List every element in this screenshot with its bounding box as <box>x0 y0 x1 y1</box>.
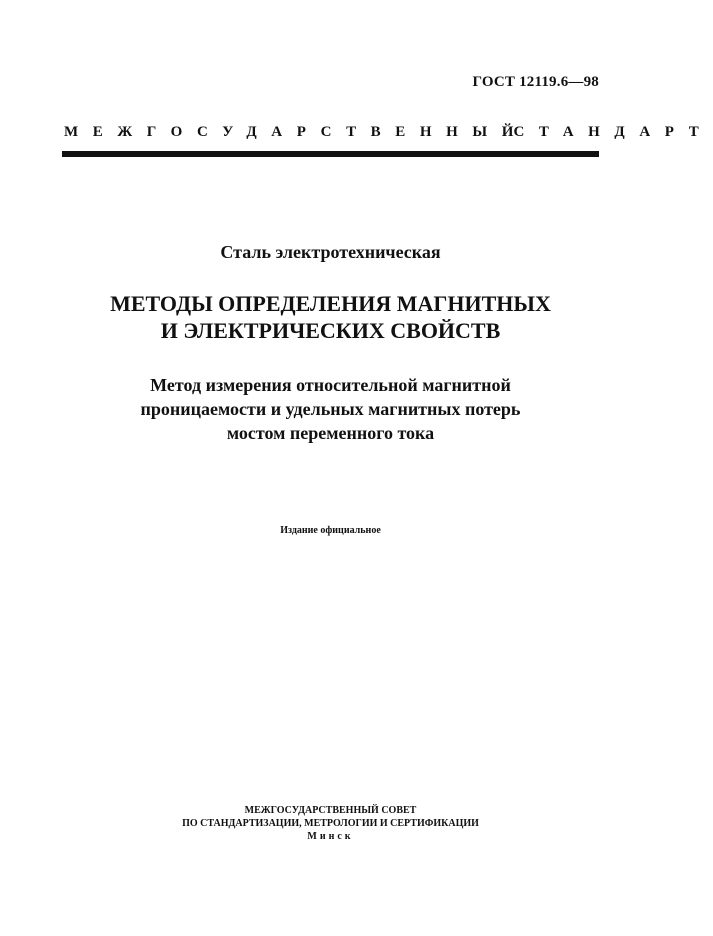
standard-type-word-2: СТАНДАРТ <box>513 124 713 140</box>
publisher-city: Минск <box>307 831 354 842</box>
header-divider <box>62 151 599 157</box>
method-subtitle <box>40 373 621 445</box>
main-title-line-1: МЕТОДЫ ОПРЕДЕЛЕНИЯ МАГНИТНЫХ <box>110 291 551 316</box>
main-title-line-2: И ЭЛЕКТРИЧЕСКИХ СВОЙСТВ <box>160 318 501 343</box>
main-title <box>40 290 621 344</box>
publisher-line-1: МЕЖГОСУДАРСТВЕННЫЙ СОВЕТ <box>244 805 417 816</box>
method-subtitle-line-2: проницаемости и удельных магнитных потерь <box>140 399 521 419</box>
method-subtitle-line-3: мостом переменного тока <box>226 423 435 443</box>
publisher-block <box>40 804 621 843</box>
standard-type-word-1: МЕЖГОСУДАРСТВЕННЫЙ <box>64 124 529 140</box>
edition-label: Издание официальное <box>280 525 381 536</box>
document-code: ГОСТ 12119.6—98 <box>472 74 599 90</box>
publisher-line-2: ПО СТАНДАРТИЗАЦИИ, МЕТРОЛОГИИ И СЕРТИФИКАЦИИ <box>182 818 479 829</box>
method-subtitle-line-1: Метод измерения относительной магнитной <box>150 375 511 395</box>
standard-type <box>64 124 713 141</box>
document-subject: Сталь электротехническая <box>220 242 441 262</box>
